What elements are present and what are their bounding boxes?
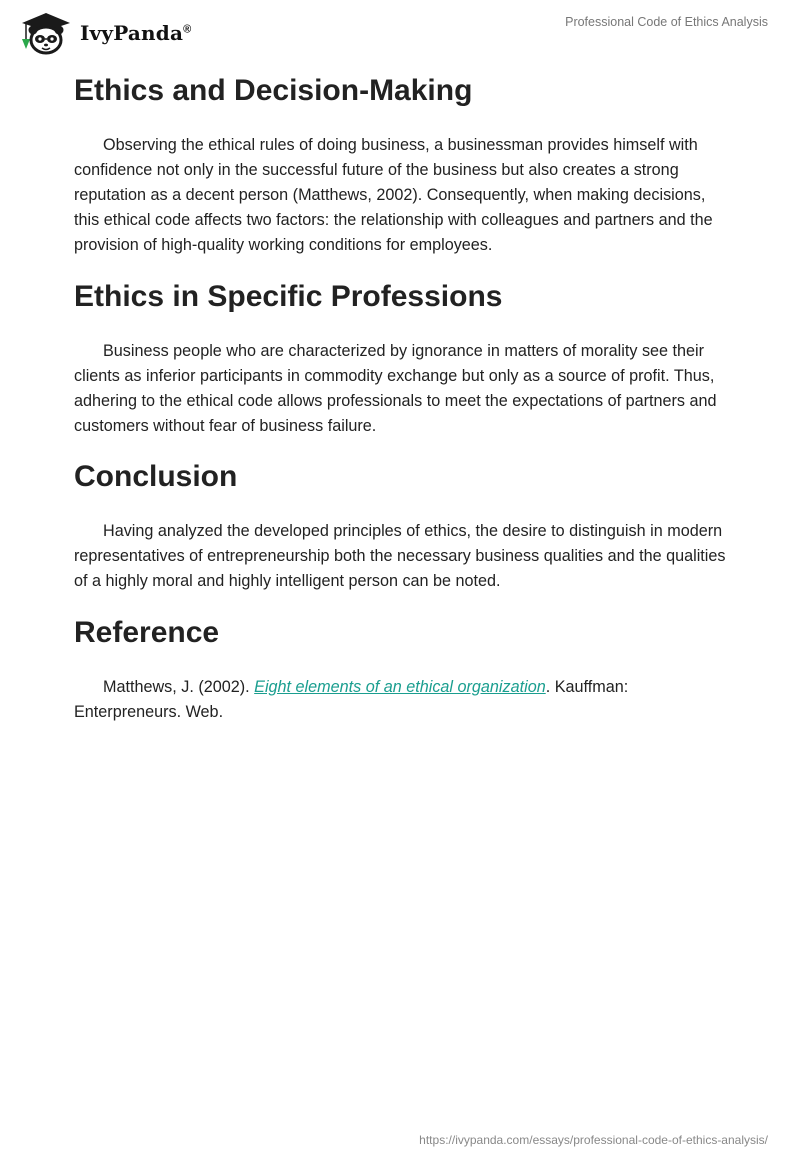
section-paragraph-specific-professions: Business people who are characterized by ignorance in matters of morality see their clients as inferior participants in commodity exchange but only as a source of profit. Thus, adhering to the ethical code allows professionals to meet the expectations of partners and customers without fear of business failure.: [74, 342, 717, 435]
brand-logo[interactable]: [16, 8, 191, 58]
section-paragraph-conclusion: Having analyzed the developed principles of ethics, the desire to distinguish in modern representatives of entrepreneurship both the necessary business qualities and the qualities of a highly moral and highly intelligent person can be noted.: [74, 522, 726, 590]
reference-publisher: . Kauffman: Enterpreneurs. Web.: [74, 678, 629, 721]
panda-graduate-icon: [16, 9, 74, 57]
section-heading-specific-professions: Ethics in Specific Professions: [74, 280, 503, 313]
section-heading-conclusion: Conclusion: [74, 460, 238, 493]
section-paragraph-decision-making: Observing the ethical rules of doing business, a businessman provides himself with confidence not only in the successful future of the business but also creates a strong reputation as a decent person (Matthews, 2002). Consequently, when making decisions, this ethical code affects two factors: the relationship with colleagues and partners and the provision of high-quality working conditions for employees.: [74, 136, 713, 254]
document-title: Professional Code of Ethics Analysis: [565, 15, 768, 29]
section-heading-decision-making: Ethics and Decision-Making: [74, 74, 473, 107]
reference-entry: [74, 675, 734, 725]
footer-source-url[interactable]: https://ivypanda.com/essays/professional-code-of-ethics-analysis/: [419, 1133, 768, 1147]
essay-content: [74, 70, 734, 725]
page-header: [0, 0, 800, 60]
registered-mark: ®: [183, 23, 192, 36]
reference-author-year: Matthews, J. (2002).: [103, 678, 255, 696]
section-heading-reference: Reference: [74, 616, 220, 649]
reference-title-link[interactable]: Eight elements of an ethical organization: [254, 678, 546, 696]
brand-name: IvyPanda®: [80, 21, 192, 45]
